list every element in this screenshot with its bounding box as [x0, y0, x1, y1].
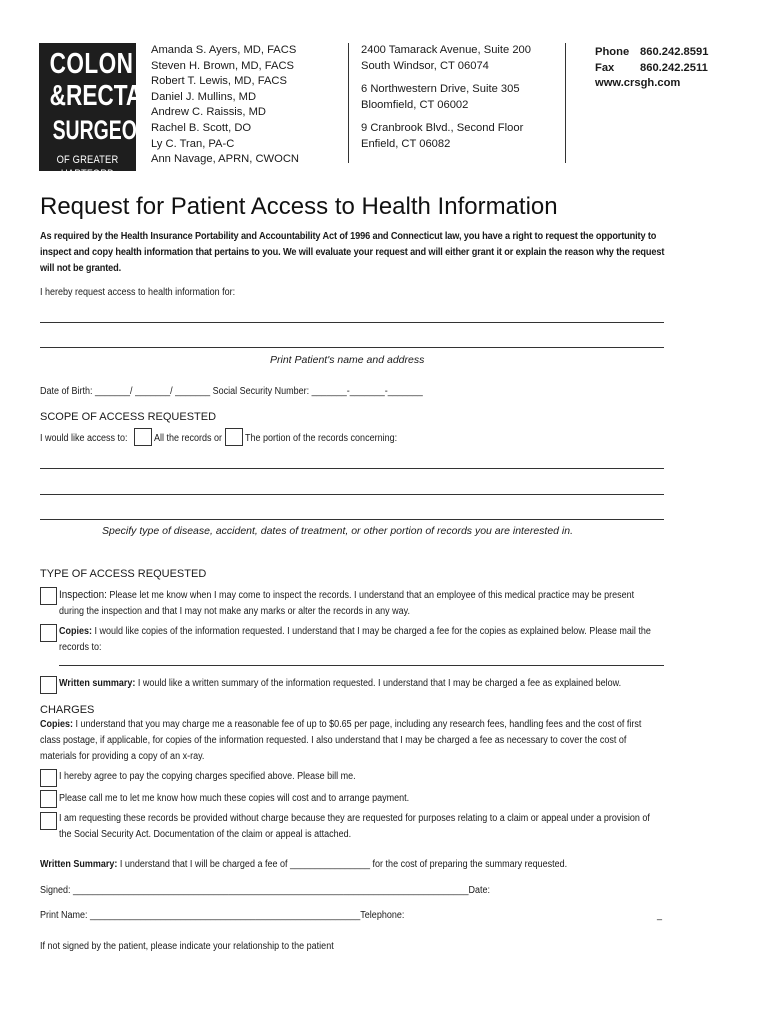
- charges-heading: CHARGES: [40, 704, 95, 716]
- mail-address-line[interactable]: [59, 665, 664, 666]
- contact-block: [595, 45, 708, 92]
- charges-copies-text: [40, 717, 663, 765]
- written-summary-text: I would like a written summary of the information requested. I understand that I may be charged a fee as explained below.: [137, 678, 622, 689]
- location-line: Bloomfield, CT 06002: [361, 98, 469, 111]
- scope-detail-line[interactable]: [40, 468, 664, 469]
- scope-detail-line[interactable]: [40, 494, 664, 495]
- logo-line-2: &RECTAL: [49, 80, 157, 112]
- request-intro: I hereby request access to health information for:: [40, 287, 236, 298]
- scope-prompt: I would like access to:: [40, 433, 128, 444]
- bill-me-checkbox[interactable]: [40, 769, 57, 787]
- charges-copies-label: Copies:: [40, 719, 74, 730]
- page-title: Request for Patient Access to Health Information: [40, 193, 558, 220]
- telephone-blank[interactable]: _: [657, 910, 663, 921]
- copies-label: Copies:: [59, 626, 93, 637]
- scope-portion-label: The portion of the records concerning:: [245, 433, 398, 444]
- copies-text: I would like copies of the information requested. I understand that I may be charged a fee for the copies as explained below. Please mail the records to:: [59, 626, 651, 653]
- written-summary-fee-label: Written Summary:: [40, 859, 118, 870]
- location-south-windsor: [361, 43, 531, 74]
- location-bloomfield: [361, 82, 520, 113]
- scope-heading: SCOPE OF ACCESS REQUESTED: [40, 411, 217, 423]
- website[interactable]: www.crsgh.com: [595, 77, 681, 90]
- written-summary-checkbox[interactable]: [40, 676, 57, 694]
- no-charge-label: I am requesting these records be provided without charge because they are requested for purposes relating to a claim or appeal under a provision of the Social Security Act. Documentation of the claim or appeal is attached.: [59, 813, 650, 840]
- inspection-checkbox[interactable]: [40, 587, 57, 605]
- patient-address-line[interactable]: [40, 347, 664, 348]
- practice-logo: [39, 43, 164, 180]
- provider-name: Rachel B. Scott, DO: [151, 121, 252, 134]
- location-line: 2400 Tamarack Avenue, Suite 200: [361, 44, 532, 56]
- inspection-option: [59, 587, 660, 620]
- call-me-checkbox[interactable]: [40, 790, 57, 808]
- provider-name: Ly C. Tran, PA-C: [151, 137, 235, 150]
- provider-name: Ann Navage, APRN, CWOCN: [151, 153, 299, 166]
- fax-number: 860.242.2511: [640, 61, 708, 74]
- hipaa-notice: As required by the Health Insurance Portability and Accountability Act of 1996 and Connecticut law, you have a right to request the opportunity to inspect and copy health information that pertains to you. We will evaluate your request and will either grant it or explain the reason why the request will not be granted.: [40, 231, 665, 274]
- provider-list: [151, 43, 299, 168]
- specify-caption: Specify type of disease, accident, dates of treatment, or other portion of records you are interested in.: [102, 525, 574, 537]
- relationship-note: If not signed by the patient, please indicate your relationship to the patient: [40, 941, 334, 952]
- charges-copies-body: I understand that you may charge me a reasonable fee of up to $0.65 per page, including any research fees, handling fees and the cost of first class postage, if applicable, for copies of the information requested. I also understand that I may be charged a fee as necessary to cover the cost of materials for providing a copy of an x-ray.: [40, 719, 642, 762]
- written-summary-option: [59, 676, 689, 692]
- written-summary-label: Written summary:: [59, 678, 136, 689]
- bill-me-label: I hereby agree to pay the copying charges specified above. Please bill me.: [59, 771, 356, 782]
- call-me-label: Please call me to let me know how much these copies will cost and to arrange payment.: [59, 793, 410, 804]
- location-line: Enfield, CT 06082: [361, 137, 451, 150]
- scope-portion-checkbox[interactable]: [225, 428, 243, 446]
- scope-all-checkbox[interactable]: [134, 428, 152, 446]
- dob-ssn-field[interactable]: Date of Birth: _______/ _______/ _______ Social Security Number: _______-_______-_______: [40, 386, 423, 397]
- phone-label: Phone: [595, 46, 630, 58]
- copies-checkbox[interactable]: [40, 624, 57, 642]
- scope-all-label: All the records or: [154, 433, 223, 444]
- signature-line[interactable]: Signed: _______________________________________________________________________________Date:: [40, 885, 490, 896]
- header-divider: [565, 43, 566, 163]
- fax-label: Fax: [595, 61, 615, 74]
- patient-name-line[interactable]: [40, 322, 664, 323]
- inspection-text: Please let me know when I may come to inspect the records. I understand that an employee of this medical practice may be present during the inspection and that I may not make any marks or alter the records in any way.: [59, 590, 635, 617]
- location-line: South Windsor, CT 06074: [361, 59, 489, 72]
- header-divider: [348, 43, 349, 163]
- provider-name: Andrew C. Raissis, MD: [151, 106, 267, 119]
- inspection-label: Inspection:: [59, 589, 107, 601]
- scope-detail-line[interactable]: [40, 519, 664, 520]
- written-summary-fee-text: I understand that I will be charged a fee of ________________ for the cost of preparing the summary requested.: [119, 859, 568, 870]
- provider-name: Daniel J. Mullins, MD: [151, 90, 257, 103]
- logo-line-3: SURGEONS: [52, 115, 164, 145]
- written-summary-fee[interactable]: [40, 857, 670, 873]
- location-line: 9 Cranbrook Blvd., Second Floor: [361, 122, 524, 134]
- patient-caption: Print Patient's name and address: [270, 354, 425, 366]
- location-enfield: [361, 121, 523, 152]
- logo-line-4: OF GREATER HARTFORD: [56, 154, 119, 180]
- provider-name: Robert T. Lewis, MD, FACS: [151, 75, 287, 88]
- location-line: 6 Northwestern Drive, Suite 305: [361, 83, 520, 95]
- provider-name: Steven H. Brown, MD, FACS: [151, 59, 294, 72]
- phone-number: 860.242.8591: [640, 46, 709, 58]
- copies-option: [59, 624, 660, 656]
- provider-name: Amanda S. Ayers, MD, FACS: [151, 44, 297, 56]
- print-name-line[interactable]: Print Name: ______________________________________________________Telephone:: [40, 910, 405, 921]
- logo-line-1: COLON: [49, 48, 134, 80]
- type-heading: TYPE OF ACCESS REQUESTED: [40, 568, 207, 580]
- no-charge-checkbox[interactable]: [40, 812, 57, 830]
